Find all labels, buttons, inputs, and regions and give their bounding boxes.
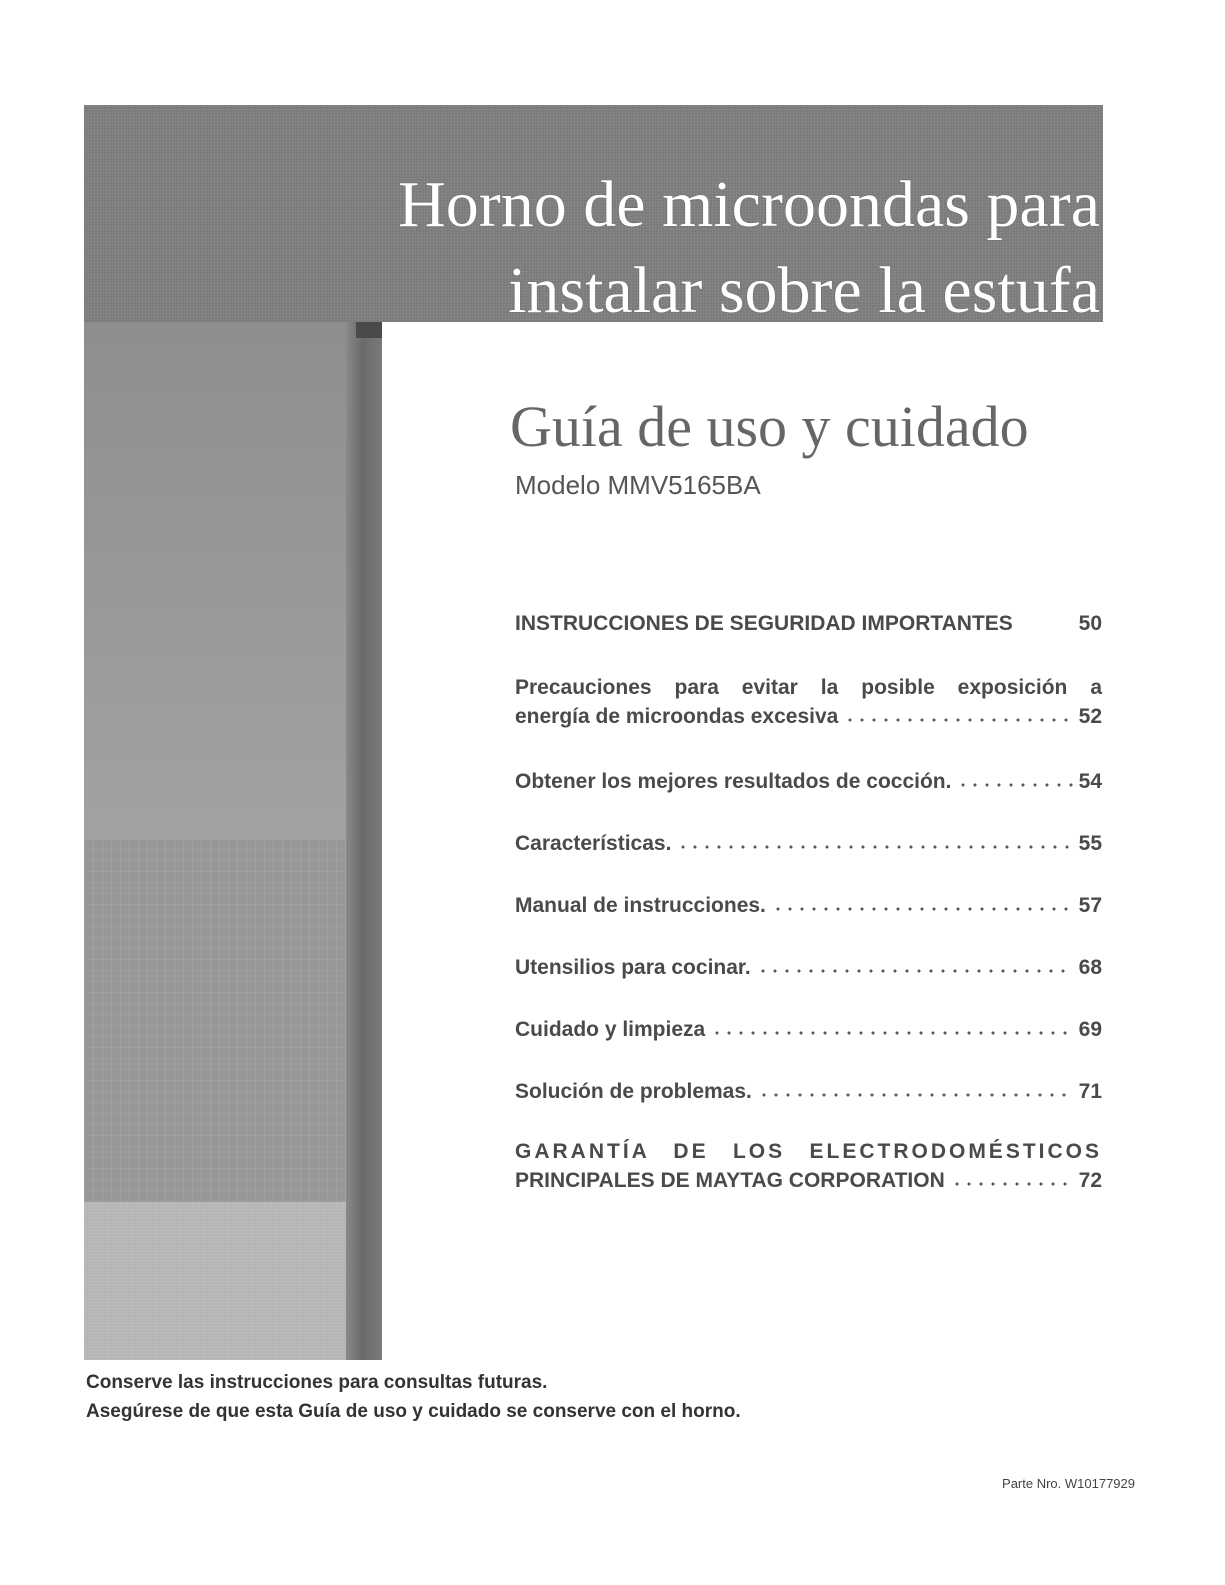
toc-leader-dots (677, 828, 1072, 850)
toc-leader-dots (757, 952, 1073, 974)
toc-leader-dots (844, 701, 1072, 723)
toc-item-title: PRINCIPALES DE MAYTAG CORPORATION (515, 1169, 945, 1192)
footer-note-keep-instructions: Conserve las instrucciones para consultas futuras. (86, 1372, 548, 1393)
toc-item-page: 72 (1078, 1169, 1102, 1192)
toc-item-page: 71 (1078, 1080, 1102, 1103)
toc-item-care-cleaning[interactable] (515, 1014, 1102, 1043)
left-panel-pattern (84, 840, 346, 1202)
toc-item-page: 55 (1078, 832, 1102, 855)
toc-item-instructions[interactable] (515, 890, 1102, 919)
cover-title (300, 162, 1100, 334)
toc-item-page: 52 (1078, 705, 1102, 728)
guide-title: Guía de uso y cuidado (510, 394, 1029, 459)
footer-notes (86, 1368, 741, 1426)
toc-item-title-line1: GARANTÍA DE LOS ELECTRODOMÉSTICOS (515, 1140, 1102, 1163)
toc-item-cookware[interactable] (515, 952, 1102, 981)
toc-item-features[interactable] (515, 828, 1102, 857)
left-panel-bottom (84, 1202, 346, 1360)
toc-item-title: Utensilios para cocinar. (515, 956, 751, 979)
footer-note-keep-guide: Asegúrese de que esta Guía de uso y cuidado se conserve con el horno. (86, 1401, 741, 1422)
toc-item-title: Obtener los mejores resultados de cocción. (515, 770, 952, 793)
part-number: Parte Nro. W10177929 (1002, 1476, 1135, 1491)
vertical-divider-bar (346, 322, 382, 1360)
toc-leader-dots (951, 1165, 1073, 1187)
toc-item-cooking-results[interactable] (515, 766, 1102, 795)
cover-title-line1: Horno de microondas para (398, 168, 1100, 241)
model-number: Modelo MMV5165BA (515, 470, 761, 500)
toc-item-title: Características. (515, 832, 672, 855)
toc-item-safety[interactable] (515, 608, 1102, 637)
toc-item-title-line1: Precauciones para evitar la posible exposición a (515, 676, 1102, 699)
toc-leader-dots (711, 1014, 1072, 1036)
toc-item-troubleshooting[interactable] (515, 1076, 1102, 1105)
toc-item-page: 57 (1078, 894, 1102, 917)
toc-item-title: Solución de problemas. (515, 1080, 752, 1103)
cover-title-line2: instalar sobre la estufa (508, 254, 1100, 327)
toc-item-title: Cuidado y limpieza (515, 1018, 706, 1041)
toc-item-page: 50 (1078, 612, 1102, 635)
toc-item-page: 69 (1078, 1018, 1102, 1041)
toc-item-title: INSTRUCCIONES DE SEGURIDAD IMPORTANTES (515, 612, 1013, 635)
toc-leader-dots (758, 1076, 1073, 1098)
toc-item-page: 54 (1078, 770, 1102, 793)
toc-item-precautions[interactable] (515, 674, 1102, 730)
toc-item-title: Manual de instrucciones. (515, 894, 766, 917)
toc-leader-dots (772, 890, 1073, 912)
toc-leader-dots (1019, 608, 1073, 630)
toc-item-page: 68 (1078, 956, 1102, 979)
left-decorative-panel (84, 322, 346, 1360)
toc-item-title: energía de microondas excesiva (515, 705, 839, 728)
toc-item-warranty[interactable] (515, 1138, 1102, 1194)
toc-leader-dots (957, 766, 1072, 788)
